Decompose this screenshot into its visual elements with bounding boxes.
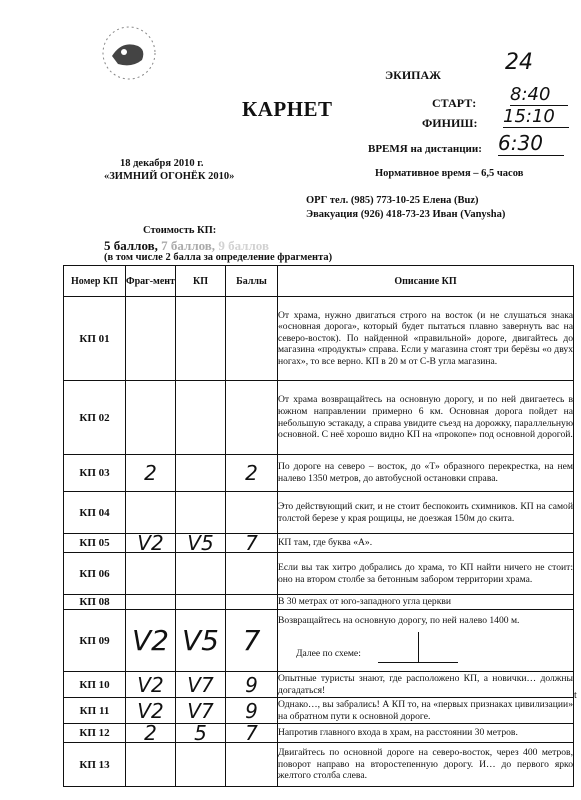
kp-cell: 5 [176,724,226,743]
points-cell [226,492,278,534]
stamp-logo [94,18,164,88]
table-row [64,297,574,381]
kp-description: Напротив главного входа в храм, на расстоянии 30 метров. [278,724,574,743]
kp-cell: V7 [176,672,226,698]
table-row [64,534,574,553]
kp-cell [176,553,226,595]
points-cell [226,553,278,595]
page-title: КАРНЕТ [242,97,333,121]
col-header-kp: КП [176,266,226,297]
points-cell: 9 [226,698,278,724]
kp-cell [176,492,226,534]
table-header-row [64,266,574,297]
distance-time-value: 6:30 [498,131,564,156]
fragment-cell [126,595,176,610]
table-row [64,492,574,534]
fragment-cell [126,381,176,455]
start-value: 8:40 [510,84,568,106]
points-cell [226,743,278,787]
kp-cell: V5 [176,534,226,553]
event-date: 18 декабря 2010 г. [120,158,204,169]
kp-number: КП 04 [64,492,126,534]
finish-label: ФИНИШ: [422,116,478,130]
kp-number: КП 11 [64,698,126,724]
kp-number: КП 06 [64,553,126,595]
kp-description [278,610,574,672]
score-9: 9 баллов [218,238,269,253]
table-row [64,610,574,672]
crew-label: ЭКИПАЖ [385,68,442,82]
org-contact: ОРГ тел. (985) 773-10-25 Елена (Buz) [306,195,479,206]
points-cell [226,381,278,455]
start-label: СТАРТ: [432,96,477,110]
finish-value: 15:10 [503,106,569,128]
kp-table [63,265,574,787]
edge-mark: t [574,690,577,701]
points-cell [226,297,278,381]
col-header-points: Баллы [226,266,278,297]
kp-description: Это действующий скит, и не стоит беспокоить схимников. КП на самой толстой березе у края рощицы, не доезжая 150м до скита. [278,492,574,534]
kp-number: КП 09 [64,610,126,672]
normative-time: Нормативное время – 6,5 часов [375,168,524,179]
kp-number: КП 12 [64,724,126,743]
score-5: 5 баллов, [104,238,158,253]
evacuation-contact: Эвакуация (926) 418-73-23 Иван (Vanysha) [306,209,506,220]
fragment-cell: V2 [126,672,176,698]
table-row [64,743,574,787]
fragment-cell: 2 [126,724,176,743]
points-cell: 7 [226,610,278,672]
kp-cell: V5 [176,610,226,672]
kp-cell [176,455,226,492]
table-row [64,595,574,610]
col-header-fragment: Фраг-мент [126,266,176,297]
kp-description: КП там, где буква «А». [278,534,574,553]
kp-description: По дороге на северо – восток, до «Т» образного перекрестка, на нем налево 1350 метров, до автобусной остановки справа. [278,455,574,492]
score-7: 7 баллов, [161,238,216,253]
kp-description-text: Возвращайтесь на основную дорогу, по ней налево 1400 м. [278,614,520,626]
kp-cell: V7 [176,698,226,724]
kp-description: В 30 метрах от юго-западного угла церкви [278,595,574,610]
table-row [64,381,574,455]
fragment-cell: V2 [126,698,176,724]
fragment-cell [126,297,176,381]
kp-description: Опытные туристы знают, где расположено КП, а новички… должны догадаться! [278,672,573,696]
points-cell: 9 [226,672,278,698]
kp-number: КП 02 [64,381,126,455]
table-row [64,698,574,724]
scheme-vertical-line [418,632,419,662]
fragment-cell: V2 [126,534,176,553]
kp-description: Двигайтесь по основной дороге на северо-восток, через 400 метров, поворот направо на второстепенную дорогу. И… до первого ярко желтого столба слева. [278,743,574,787]
crew-number: 24 [505,50,533,75]
cost-label: Стоимость КП: [143,225,217,236]
fragment-cell: 2 [126,455,176,492]
kp-description: От храма возвращайтесь на основную дорогу, и по ней двигаетесь в южном направлении примерно 6 км. Основная дорога пойдет на небольшую эстакаду, а справа увидите съезд на дорожку, параллельную основной. С неё хорошо видно КП на «прокопе» под основной дорогой. [278,381,574,455]
kp-cell [176,297,226,381]
points-cell: 7 [226,534,278,553]
scheme-horizontal-line [378,662,458,663]
kp-cell [176,595,226,610]
col-header-description: Описание КП [278,266,574,297]
fragment-note: (в том числе 2 балла за определение фрагмента) [104,252,333,263]
kp-description: От храма, нужно двигаться строго на восток (и не слушаться знака «основная дорога», который будет пытаться плавно завернуть вас на северо-восток). По найденной «правильной» дороге, двигайтесь до магазина «продукты» справа. Если у магазина стоят три берёзы «о двух ногах», то все верно. КП в 20 м от С-В угла магазина. [278,297,574,381]
table-row [64,724,574,743]
kp-number: КП 01 [64,297,126,381]
kp-number: КП 13 [64,743,126,787]
fragment-cell [126,492,176,534]
kp-description: Если вы так хитро добрались до храма, то КП найти ничего не стоит: оно на втором столбе за бетонным забором территории храма. [278,553,574,595]
col-header-number: Номер КП [64,266,126,297]
kp-number: КП 05 [64,534,126,553]
points-cell: 2 [226,455,278,492]
table-row [64,455,574,492]
points-cell: 7 [226,724,278,743]
scheme-label: Далее по схеме: [296,648,361,660]
route-scheme [278,626,573,666]
kp-number: КП 10 [64,672,126,698]
fragment-cell: V2 [126,610,176,672]
distance-time-label: ВРЕМЯ на дистанции: [368,143,482,155]
fragment-cell [126,743,176,787]
kp-description: Однако…, вы забрались! А КП то, на «первых признаках цивилизации» на обратном пути к основной дороге. [278,698,573,722]
kp-number: КП 03 [64,455,126,492]
points-cell [226,595,278,610]
event-name: «ЗИМНИЙ ОГОНЁК 2010» [104,171,235,182]
table-row [64,672,574,698]
fragment-cell [126,553,176,595]
kp-cell [176,743,226,787]
table-row [64,553,574,595]
kp-cell [176,381,226,455]
kp-number: КП 08 [64,595,126,610]
